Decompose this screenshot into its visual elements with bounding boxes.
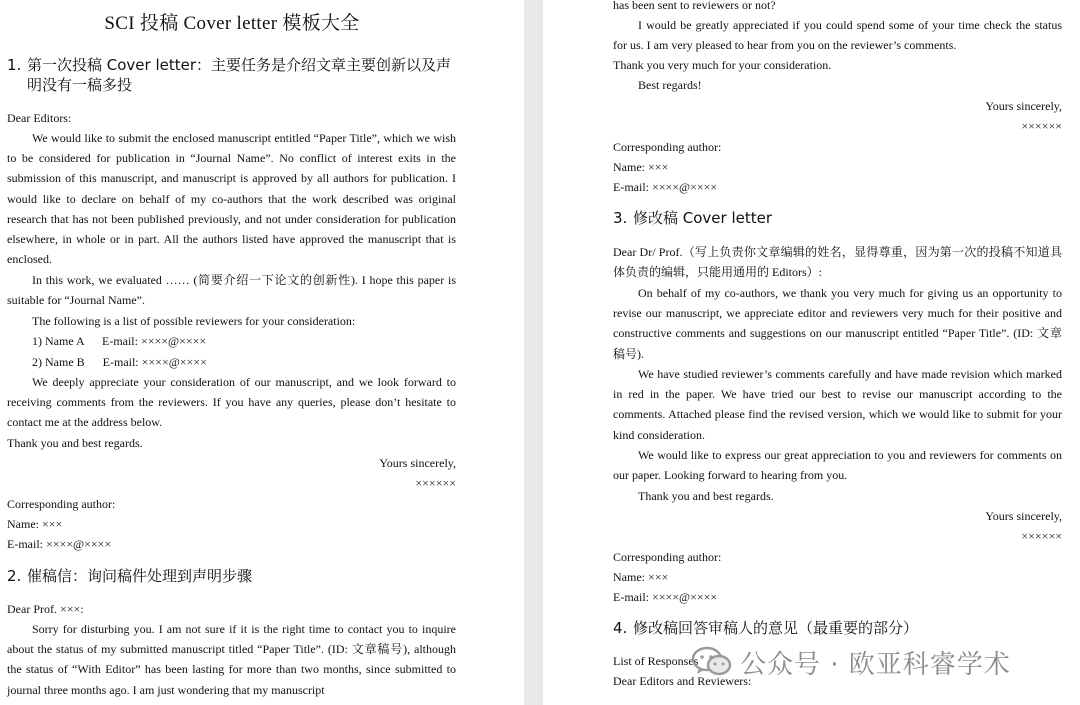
salutation: Dear Prof. ×××: <box>7 602 84 616</box>
body-paragraph: We would like to express our great appreciation to you and reviewers for comments on our paper. Looking forward to hearing from you. <box>613 448 1062 483</box>
corresponding-author-name: Name: ××× <box>7 517 63 531</box>
corresponding-author-email: E-mail: ××××@×××× <box>613 590 718 604</box>
signature-line: Yours sincerely, <box>379 456 456 470</box>
section-number: 2. <box>7 567 22 585</box>
heading-line-1: 第一次投稿 Cover letter：主要任务是介绍文章主要创新以及声 <box>27 56 452 74</box>
document-title: SCI 投稿 Cover letter 模板大全 <box>104 13 360 34</box>
signature-name: ×××××× <box>1021 529 1062 543</box>
watermark <box>692 645 1011 679</box>
corresponding-author-label: Corresponding author: <box>613 140 722 154</box>
watermark-text: 公众号 · 欧亚科睿学术 <box>740 649 1011 680</box>
section-1-heading <box>7 55 467 95</box>
corresponding-author-name: Name: ××× <box>613 570 669 584</box>
section-number: 3. <box>613 209 628 227</box>
body-line: Best regards! <box>638 78 702 92</box>
body-line: Dear Editors and Reviewers: <box>613 674 752 688</box>
section-number: 1. <box>7 56 22 74</box>
signature-line: Yours sincerely, <box>985 509 1062 523</box>
signature-line: Yours sincerely, <box>985 99 1062 113</box>
salutation: Dear Editors: <box>7 111 72 125</box>
document-page-right <box>543 0 1080 705</box>
heading-line-2: 明没有一稿多投 <box>27 76 133 94</box>
section-2-heading <box>7 566 467 586</box>
corresponding-author-name: Name: ××× <box>613 160 669 174</box>
signature-name: ×××××× <box>415 476 456 490</box>
corresponding-author-label: Corresponding author: <box>7 497 116 511</box>
body-paragraph: We deeply appreciate your consideration of our manuscript, and we look forward to receiving comments from the reviewers. If you have any queries, please don’t hesitate to contact me at the address below. <box>7 375 456 430</box>
body-paragraph: I would be greatly appreciated if you could spend some of your time check the status for us. I am very pleased to hear from you on the reviewer’s comments. <box>613 18 1062 53</box>
continued-line: has been sent to reviewers or not? <box>613 0 776 12</box>
body-paragraph: In this work, we evaluated …… (简要介绍一下论文的创新性). I hope this paper is suitable for “Journal Name”. <box>7 273 456 308</box>
section-4-heading <box>613 618 1063 638</box>
body-paragraph: Sorry for disturbing you. I am not sure if it is the right time to contact you to inquire about the status of my submitted manuscript titled “Paper Title”. (ID: 文章稿号), although the status of “With Editor” has been lasting for more than two months, since submitted to journal three months ago. I am just wondering that my manuscript <box>7 622 456 697</box>
corresponding-author-label: Corresponding author: <box>613 550 722 564</box>
reviewer-entry: 2) Name B E-mail: ××××@×××× <box>32 355 207 369</box>
heading-text: 修改稿回答审稿人的意见（最重要的部分） <box>633 619 919 637</box>
heading-text: 修改稿 Cover letter <box>633 209 773 227</box>
section-number: 4. <box>613 619 628 637</box>
heading-text: 催稿信：询问稿件处理到声明步骤 <box>27 567 253 585</box>
body-line: List of Responses <box>613 654 699 668</box>
body-paragraph: On behalf of my co-authors, we thank you very much for giving us an opportunity to revise our manuscript, we appreciate editor and reviewers very much for their positive and constructive comments and suggestions on our manuscript entitled “Paper Title”. (ID: 文章稿号). <box>613 286 1062 361</box>
signature-name: ×××××× <box>1021 119 1062 133</box>
section-3-heading <box>613 208 1063 228</box>
body-paragraph: We would like to submit the enclosed manuscript entitled “Paper Title”, which we wish to be considered for publication in “Journal Name”. No conflict of interest exits in the submission of this manuscript, and manuscript is approved by all authors for publication. I would like to declare on behalf of my co-authors that the work described was original research that has not been published previously, and not under consideration for publication elsewhere, in whole or in part. All the authors listed have approved the manuscript that is enclosed. <box>7 131 456 267</box>
salutation: Dear Dr/ Prof.（写上负责你文章编辑的姓名，显得尊重，因为第一次的投稿不知道具体负责的编辑，只能用通用的 Editors）: <box>613 245 1062 280</box>
corresponding-author-email: E-mail: ××××@×××× <box>613 180 718 194</box>
reviewer-entry: 1) Name A E-mail: ××××@×××× <box>32 334 207 348</box>
wechat-icon <box>692 646 732 678</box>
closing-line: Thank you and best regards. <box>7 436 143 450</box>
body-paragraph: We have studied reviewer’s comments carefully and have made revision which marked in red in the paper. We have tried our best to revise our manuscript according to the comments. Attached please find the revised version, which we would like to submit for your kind consideration. <box>613 367 1062 442</box>
document-page-left <box>0 0 524 705</box>
corresponding-author-email: E-mail: ××××@×××× <box>7 537 112 551</box>
closing-line: Thank you and best regards. <box>638 489 774 503</box>
body-line: Thank you very much for your consideration. <box>613 58 832 72</box>
body-line: The following is a list of possible reviewers for your consideration: <box>32 314 356 328</box>
